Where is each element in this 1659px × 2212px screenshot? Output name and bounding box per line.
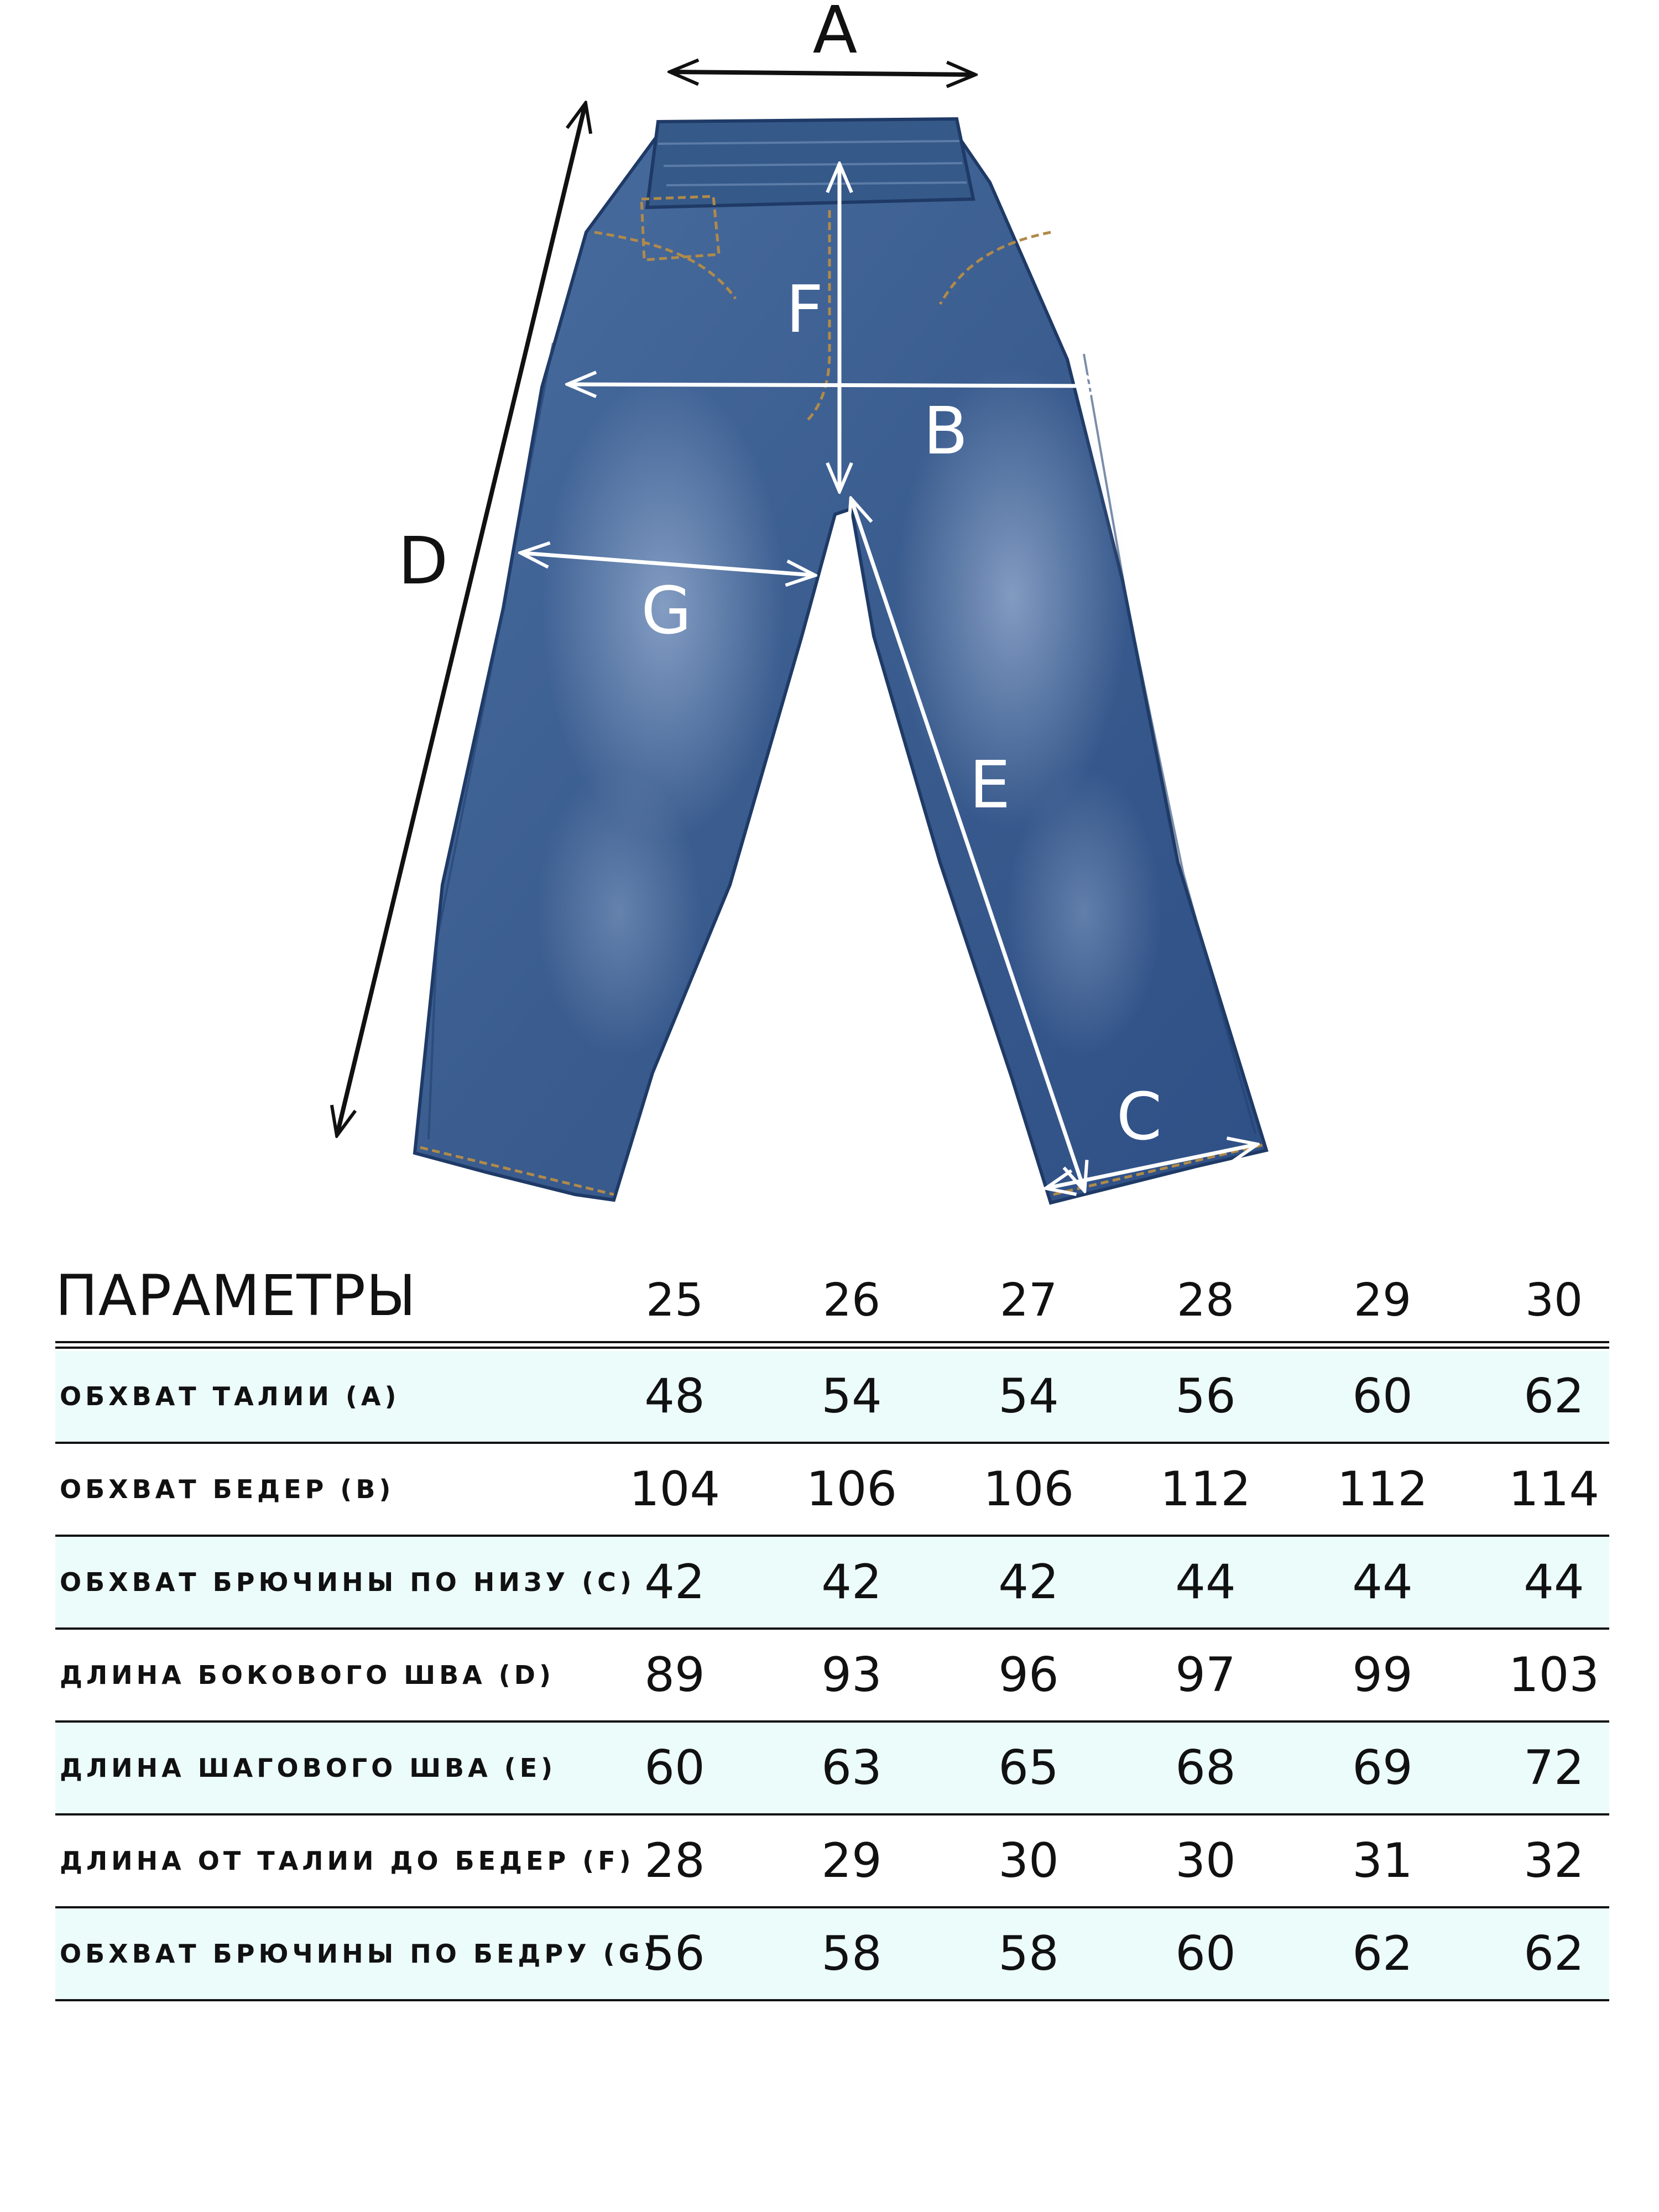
table-cell: 114: [1508, 1462, 1600, 1517]
table-cell: 54: [998, 1369, 1059, 1424]
table-row: [55, 1815, 1609, 1908]
table-cell: 48: [644, 1369, 705, 1424]
table-cell: 30: [1175, 1833, 1236, 1888]
label-f: F: [786, 271, 823, 347]
size-header: 28: [1176, 1274, 1235, 1327]
param-label: ОБХВАТ БРЮЧИНЫ ПО НИЗУ (C): [60, 1567, 635, 1597]
table-cell: 42: [998, 1554, 1059, 1610]
param-label: ОБХВАТ БЕДЕР (B): [60, 1474, 395, 1504]
table-cell: 60: [644, 1740, 705, 1796]
table-cell: 54: [821, 1369, 882, 1424]
table-cell: 58: [821, 1926, 882, 1981]
label-a: A: [812, 0, 858, 68]
size-table: [55, 1261, 1609, 2001]
table-cell: 65: [998, 1740, 1059, 1796]
table-cell: 62: [1352, 1926, 1413, 1981]
table-cell: 58: [998, 1926, 1059, 1981]
table-cell: 28: [644, 1833, 705, 1888]
table-row: [55, 1444, 1609, 1537]
size-header: 26: [822, 1274, 881, 1327]
label-g: G: [641, 572, 692, 649]
table-cell: 44: [1524, 1554, 1584, 1610]
param-label: ДЛИНА ШАГОВОГО ШВА (E): [60, 1753, 557, 1783]
size-header: 27: [999, 1274, 1058, 1327]
table-cell: 112: [1160, 1462, 1251, 1517]
table-cell: 89: [644, 1647, 705, 1703]
table-cell: 112: [1337, 1462, 1428, 1517]
table-row: [55, 1908, 1609, 2001]
table-cell: 106: [983, 1462, 1074, 1517]
table-cell: 30: [998, 1833, 1059, 1888]
size-header: 25: [645, 1274, 704, 1327]
table-cell: 62: [1524, 1926, 1584, 1981]
table-cell: 31: [1352, 1833, 1413, 1888]
table-cell: 42: [644, 1554, 705, 1610]
table-cell: 56: [1175, 1369, 1236, 1424]
label-e: E: [969, 747, 1011, 823]
table-cell: 56: [644, 1926, 705, 1981]
table-cell: 29: [821, 1833, 882, 1888]
table-cell: 97: [1175, 1647, 1236, 1703]
label-b: B: [923, 393, 968, 469]
param-label: ОБХВАТ ТАЛИИ (A): [60, 1381, 400, 1411]
table-cell: 68: [1175, 1740, 1236, 1796]
table-cell: 103: [1508, 1647, 1600, 1703]
param-label: ОБХВАТ БРЮЧИНЫ ПО БЕДРУ (G): [60, 1939, 659, 1969]
table-cell: 99: [1352, 1647, 1413, 1703]
table-cell: 32: [1524, 1833, 1584, 1888]
table-cell: 104: [629, 1462, 721, 1517]
size-header: 29: [1353, 1274, 1412, 1327]
param-label: ДЛИНА БОКОВОГО ШВА (D): [60, 1660, 555, 1690]
table-cell: 42: [821, 1554, 882, 1610]
table-cell: 62: [1524, 1369, 1584, 1424]
table-cell: 106: [806, 1462, 898, 1517]
label-c: C: [1116, 1078, 1162, 1155]
size-header: 30: [1525, 1274, 1583, 1327]
table-cell: 44: [1352, 1554, 1413, 1610]
label-d: D: [398, 523, 448, 599]
table-row: [55, 1537, 1609, 1630]
table-header-row: [55, 1261, 1609, 1343]
table-cell: 44: [1175, 1554, 1236, 1610]
table-row: [55, 1630, 1609, 1723]
param-label: ДЛИНА ОТ ТАЛИИ ДО БЕДЕР (F): [60, 1846, 635, 1876]
table-cell: 72: [1524, 1740, 1584, 1796]
table-row: [55, 1351, 1609, 1444]
table-cell: 60: [1352, 1369, 1413, 1424]
table-cell: 60: [1175, 1926, 1236, 1981]
table-title: ПАРАМЕТРЫ: [55, 1263, 417, 1329]
table-row: [55, 1723, 1609, 1815]
table-cell: 93: [821, 1647, 882, 1703]
table-cell: 63: [821, 1740, 882, 1796]
table-cell: 69: [1352, 1740, 1413, 1796]
table-cell: 96: [998, 1647, 1059, 1703]
